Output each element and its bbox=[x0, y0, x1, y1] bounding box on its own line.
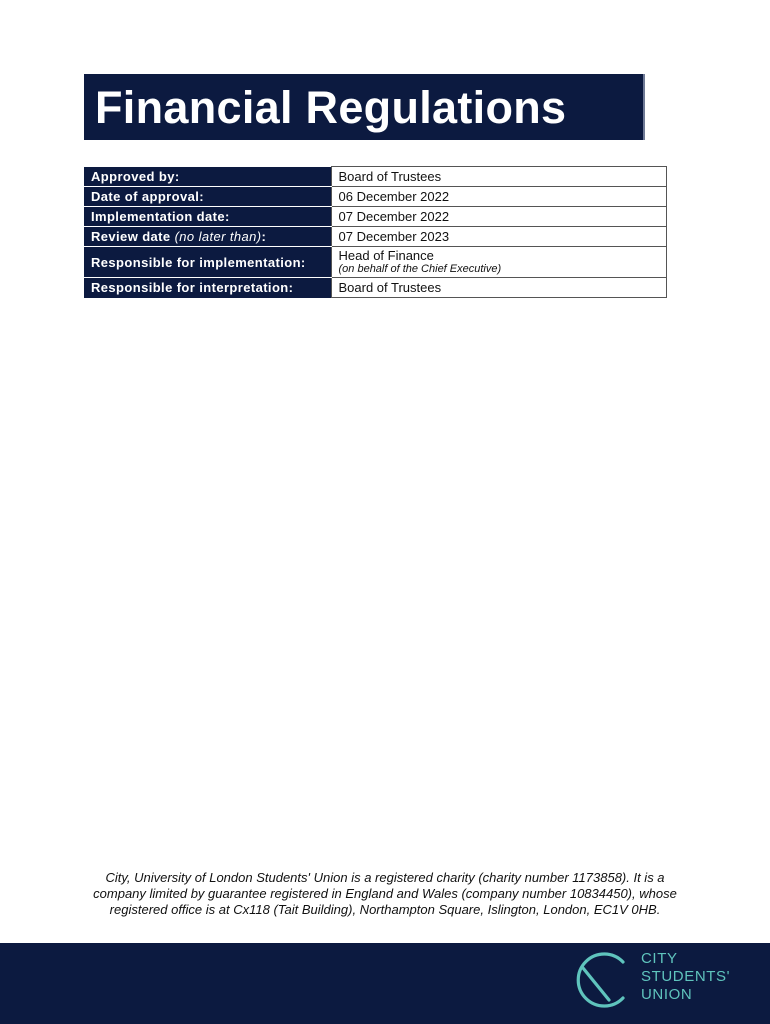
row-value: 07 December 2023 bbox=[331, 227, 667, 247]
logo-line-3: UNION bbox=[641, 986, 693, 1003]
row-label-italic: (no later than) bbox=[174, 229, 262, 244]
row-value: Board of Trustees bbox=[331, 278, 667, 298]
table-row bbox=[84, 187, 667, 207]
page-title: Financial Regulations bbox=[95, 82, 567, 133]
row-value: 07 December 2022 bbox=[331, 207, 667, 227]
table-row bbox=[84, 247, 667, 278]
row-label: Responsible for interpretation: bbox=[84, 278, 331, 298]
row-label-suffix: : bbox=[261, 229, 267, 244]
logo-line-2: STUDENTS' bbox=[641, 968, 731, 985]
table-row bbox=[84, 207, 667, 227]
table-row bbox=[84, 167, 667, 187]
row-label: Approved by: bbox=[84, 167, 331, 187]
row-label: Date of approval: bbox=[84, 187, 331, 207]
logo-wordmark bbox=[641, 950, 730, 1004]
row-label-main: Review date bbox=[91, 229, 171, 244]
table-row bbox=[84, 278, 667, 298]
row-label: Responsible for implementation: bbox=[84, 247, 331, 278]
row-value-main: Head of Finance bbox=[338, 248, 434, 263]
row-value-sub: (on behalf of the Chief Executive) bbox=[338, 263, 502, 275]
table-row bbox=[84, 227, 667, 247]
title-bar bbox=[84, 74, 645, 140]
city-students-union-logo-icon bbox=[571, 950, 637, 1010]
charity-legal-notice: City, University of London Students' Union is a registered charity (charity number 1173858). It is a company limited by guarantee registered in England and Wales (company number 10834450), whose registered office is at Cx118 (Tait Building), Northampton Square, Islington, London, EC1V 0HB. bbox=[93, 870, 677, 917]
row-value bbox=[331, 247, 667, 278]
approval-info-table bbox=[84, 166, 667, 298]
row-label: Implementation date: bbox=[84, 207, 331, 227]
row-label bbox=[84, 227, 331, 247]
row-value: Board of Trustees bbox=[331, 167, 667, 187]
logo-line-1: CITY bbox=[641, 950, 678, 967]
row-value: 06 December 2022 bbox=[331, 187, 667, 207]
